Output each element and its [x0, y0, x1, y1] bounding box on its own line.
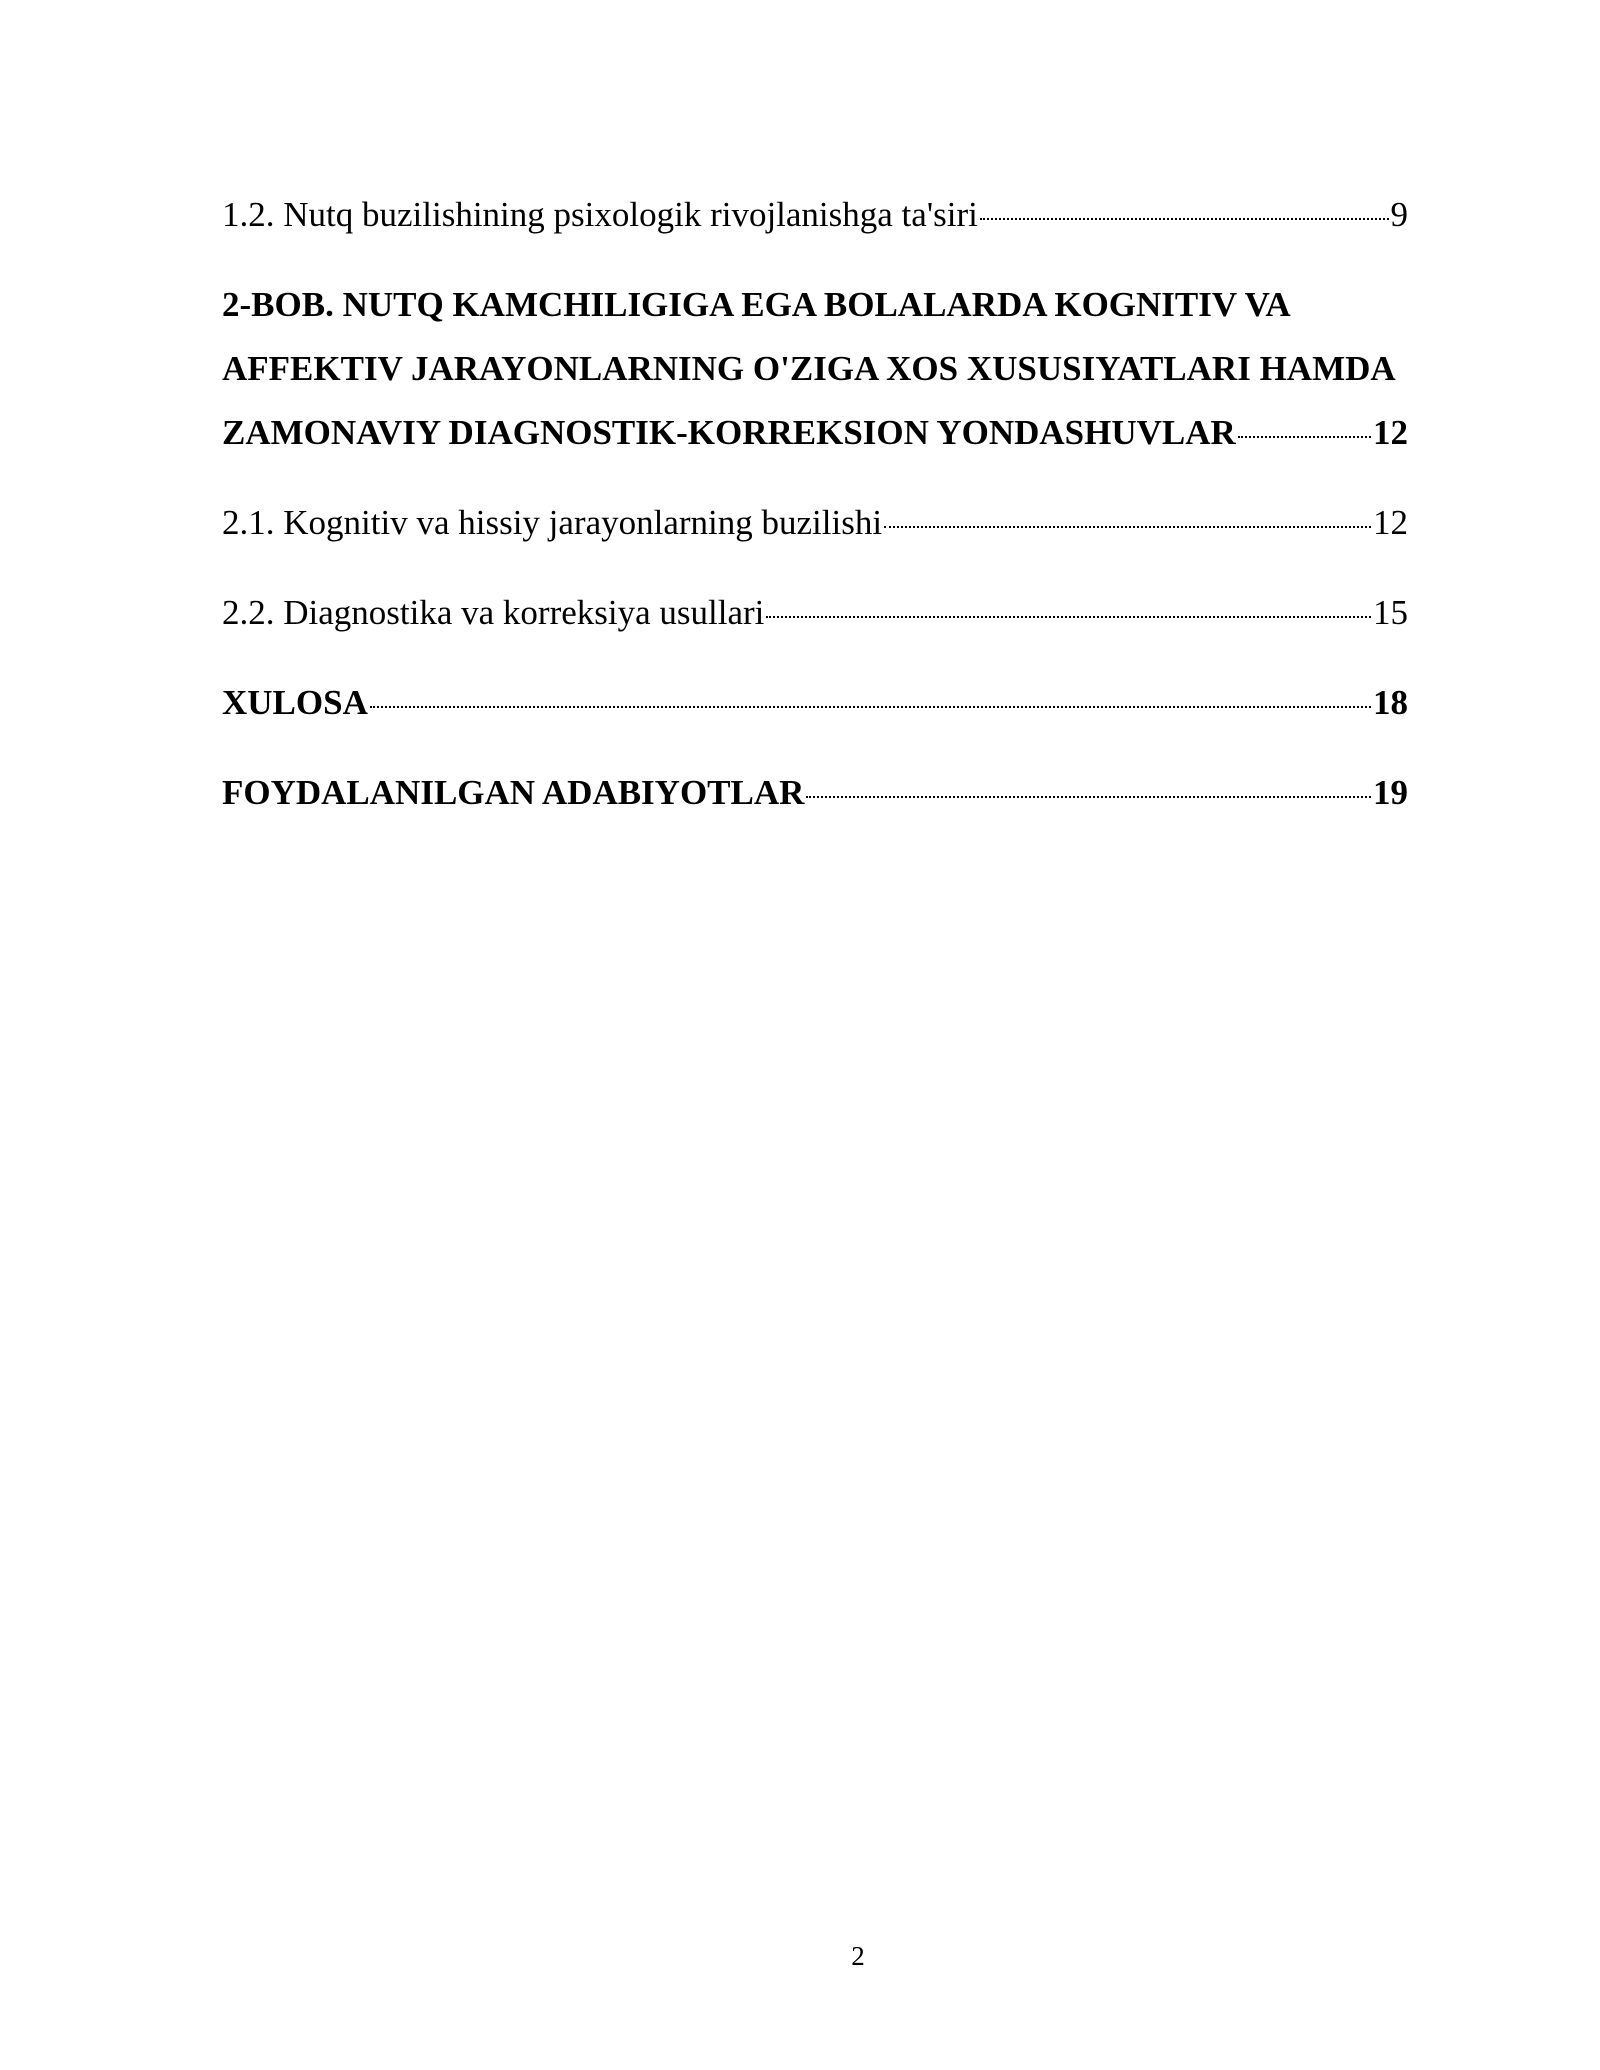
toc-entry-title: 2.1. Kognitiv va hissiy jarayonlarning buzilishi — [222, 503, 883, 542]
dot-leader — [806, 796, 1371, 798]
toc-entry-title-line: 2-BOB. NUTQ KAMCHILIGIGA EGA BOLALARDA KOGNITIV VA — [222, 285, 1291, 324]
toc-entry-title: XULOSA — [222, 683, 368, 722]
dot-leader — [1238, 436, 1371, 438]
toc-entry-title-line: AFFEKTIV JARAYONLARNING O'ZIGA XOS XUSUSIYATLARI HAMDA — [222, 349, 1396, 388]
toc-entry-title: 1.2. Nutq buzilishining psixologik rivojlanishga ta'siri — [222, 195, 978, 234]
page-number: 2 — [851, 1941, 865, 1971]
table-of-contents — [222, 183, 1408, 851]
toc-entry-page: 18 — [1373, 683, 1408, 722]
toc-entry-title: ZAMONAVIY DIAGNOSTIK-KORREKSION YONDASHUVLAR — [222, 413, 1236, 452]
dot-leader — [980, 218, 1389, 220]
toc-entry-page: 19 — [1373, 773, 1408, 812]
toc-entry-page: 12 — [1373, 413, 1408, 452]
toc-entry-references[interactable] — [222, 761, 1408, 825]
toc-entry-page: 12 — [1373, 503, 1408, 542]
toc-entry-chapter-2[interactable] — [222, 273, 1408, 465]
toc-entry-2-1[interactable] — [222, 491, 1408, 555]
toc-entry-title: 2.2. Diagnostika va korreksiya usullari — [222, 593, 765, 632]
toc-entry-1-2[interactable] — [222, 183, 1408, 247]
toc-entry-xulosa[interactable] — [222, 671, 1408, 735]
toc-entry-title: FOYDALANILGAN ADABIYOTLAR — [222, 773, 805, 812]
dot-leader — [884, 526, 1371, 528]
dot-leader — [370, 706, 1371, 708]
toc-entry-2-2[interactable] — [222, 581, 1408, 645]
dot-leader — [766, 616, 1371, 618]
toc-entry-page: 9 — [1390, 195, 1408, 234]
toc-entry-page: 15 — [1373, 593, 1408, 632]
